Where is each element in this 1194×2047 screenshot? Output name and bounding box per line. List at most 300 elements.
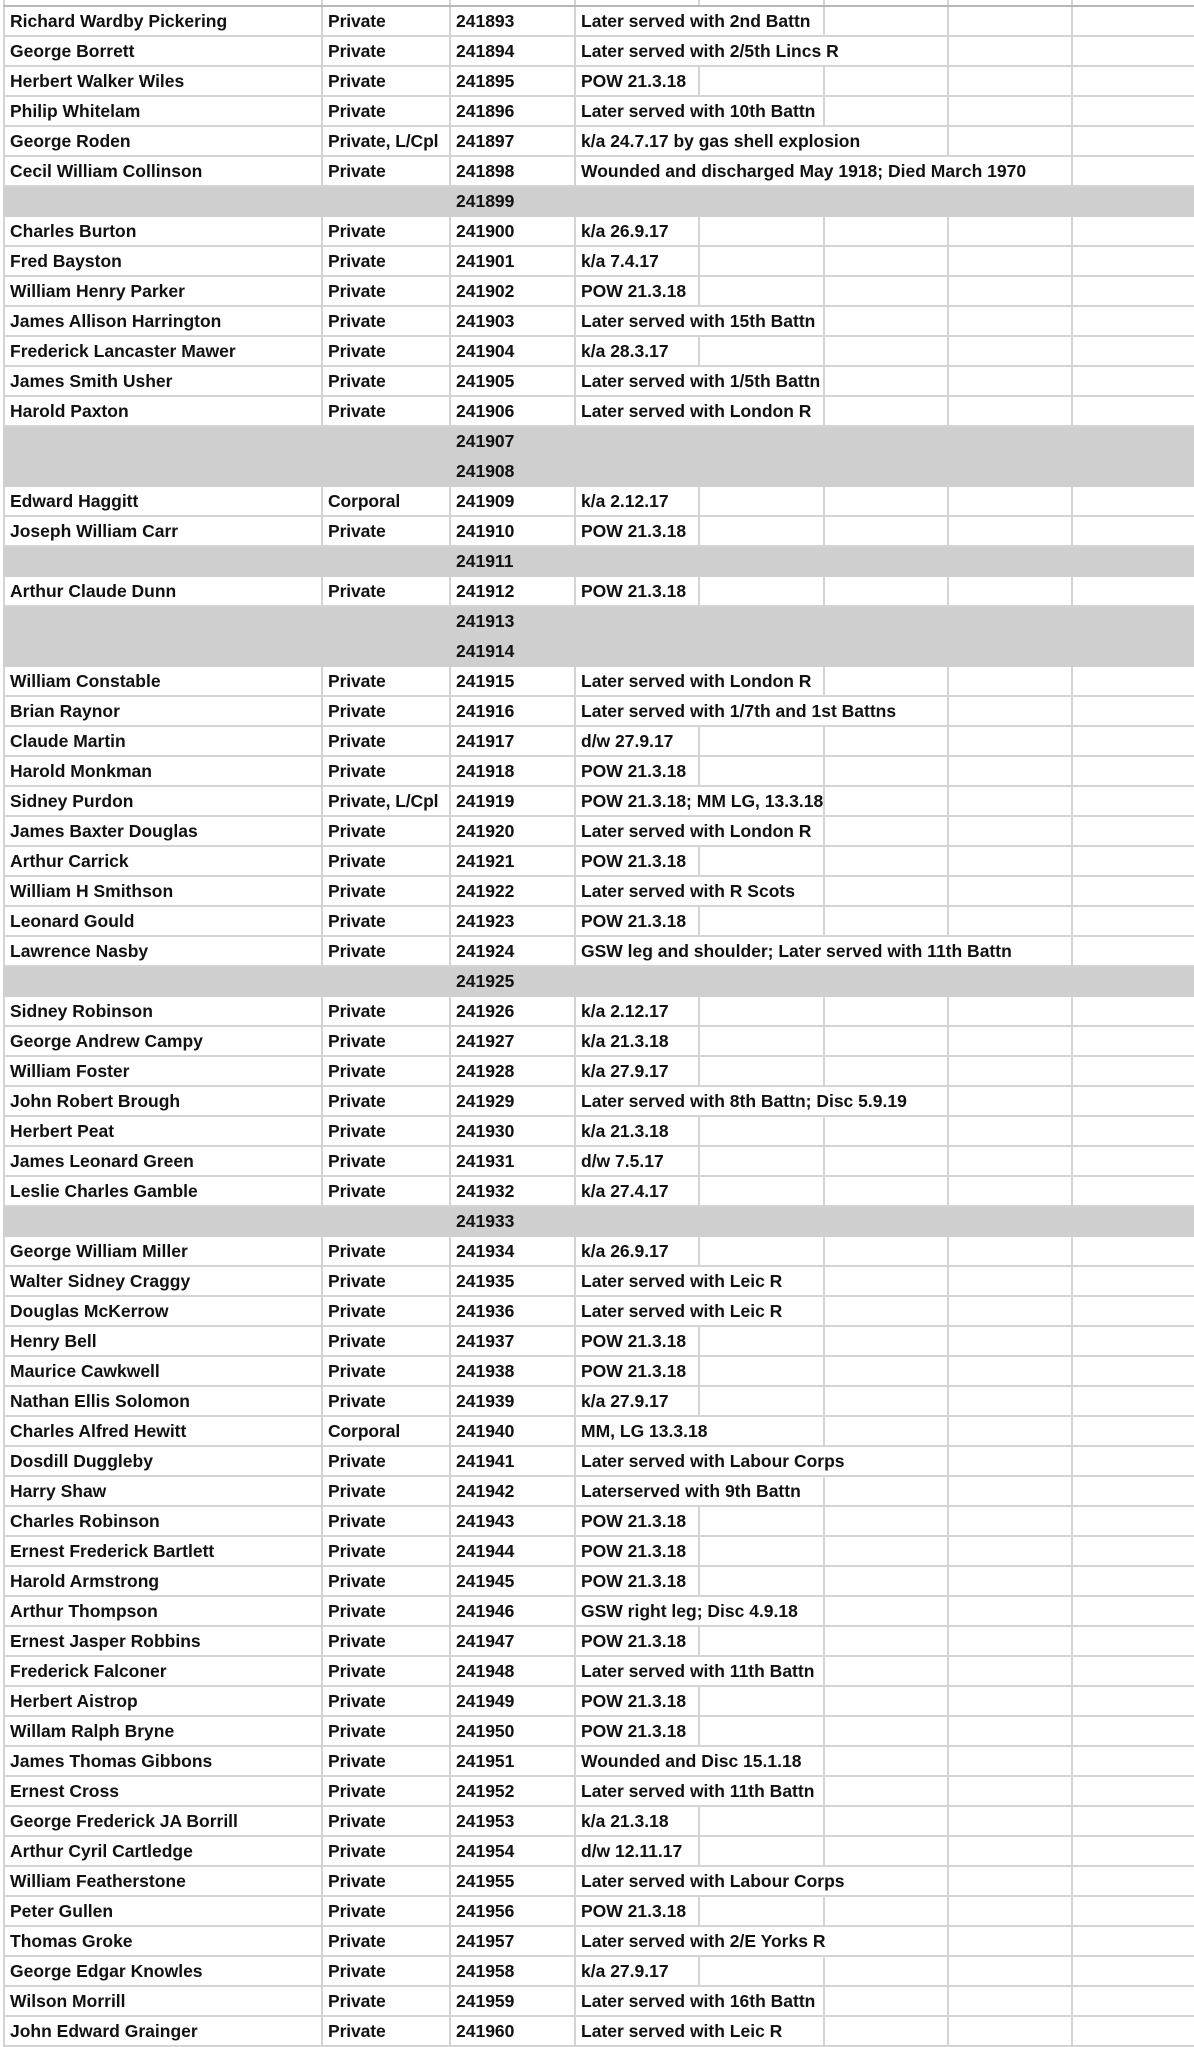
- rank-cell[interactable]: Corporal: [323, 487, 451, 515]
- empty-cell[interactable]: [949, 97, 1073, 125]
- empty-cell[interactable]: [1073, 1477, 1194, 1505]
- notes-cell[interactable]: [576, 937, 1012, 965]
- empty-cell[interactable]: [1073, 67, 1194, 95]
- service-number-cell[interactable]: 241907: [456, 431, 515, 451]
- rank-cell[interactable]: Private: [323, 1987, 451, 2015]
- empty-cell[interactable]: [825, 487, 949, 515]
- notes-cell[interactable]: [576, 1597, 798, 1625]
- empty-cell[interactable]: [949, 1957, 1073, 1985]
- notes-cell[interactable]: [576, 1687, 700, 1715]
- notes-cell[interactable]: [576, 1987, 816, 2015]
- service-number-cell[interactable]: 241912: [451, 577, 576, 605]
- empty-cell[interactable]: [825, 247, 949, 275]
- empty-cell[interactable]: [825, 1117, 949, 1145]
- name-cell[interactable]: Leonard Gould: [5, 907, 323, 935]
- empty-cell[interactable]: [825, 1987, 949, 2015]
- empty-cell[interactable]: [949, 307, 1073, 335]
- empty-cell[interactable]: [700, 1357, 825, 1385]
- name-cell[interactable]: Herbert Peat: [5, 1117, 323, 1145]
- empty-cell[interactable]: [1073, 277, 1194, 305]
- rank-cell[interactable]: Private: [323, 757, 451, 785]
- empty-cell[interactable]: [700, 217, 825, 245]
- empty-cell[interactable]: [1073, 1537, 1194, 1565]
- empty-cell[interactable]: [949, 1627, 1073, 1655]
- notes-cell[interactable]: [576, 997, 700, 1025]
- empty-cell[interactable]: [825, 1897, 949, 1925]
- empty-cell[interactable]: [949, 67, 1073, 95]
- empty-cell[interactable]: [1073, 1207, 1194, 1235]
- rank-cell[interactable]: Corporal: [323, 1417, 451, 1445]
- notes-cell[interactable]: [576, 577, 700, 605]
- empty-cell[interactable]: [949, 1747, 1073, 1775]
- empty-cell[interactable]: [700, 637, 825, 665]
- rank-cell[interactable]: Private: [323, 1387, 451, 1415]
- service-number-cell[interactable]: 241960: [451, 2017, 576, 2045]
- notes-cell[interactable]: [576, 1747, 802, 1775]
- empty-cell[interactable]: [825, 1777, 949, 1805]
- name-cell[interactable]: John Edward Grainger: [5, 2017, 323, 2045]
- name-cell[interactable]: Arthur Cyril Cartledge: [5, 1837, 323, 1865]
- rank-cell[interactable]: Private: [323, 277, 451, 305]
- empty-cell[interactable]: [949, 1597, 1073, 1625]
- empty-cell[interactable]: [700, 1027, 825, 1055]
- notes-cell[interactable]: [576, 1267, 783, 1295]
- notes-cell[interactable]: [576, 607, 700, 635]
- empty-cell[interactable]: [825, 1387, 949, 1415]
- name-cell[interactable]: George Edgar Knowles: [5, 1957, 323, 1985]
- empty-cell[interactable]: [1073, 1807, 1194, 1835]
- name-cell[interactable]: James Baxter Douglas: [5, 817, 323, 845]
- notes-cell[interactable]: [576, 1957, 700, 1985]
- notes-cell[interactable]: [576, 1447, 845, 1475]
- name-cell[interactable]: Walter Sidney Craggy: [5, 1267, 323, 1295]
- service-number-cell[interactable]: 241905: [451, 367, 576, 395]
- name-cell[interactable]: Sidney Robinson: [5, 997, 323, 1025]
- empty-cell[interactable]: [825, 1267, 949, 1295]
- name-cell[interactable]: William Henry Parker: [5, 277, 323, 305]
- name-cell[interactable]: Peter Gullen: [5, 1897, 323, 1925]
- empty-cell[interactable]: [1073, 97, 1194, 125]
- name-cell[interactable]: Henry Bell: [5, 1327, 323, 1355]
- empty-cell[interactable]: [700, 187, 825, 215]
- empty-cell[interactable]: [1073, 427, 1194, 455]
- empty-cell[interactable]: [825, 1717, 949, 1745]
- service-number-cell[interactable]: 241946: [451, 1597, 576, 1625]
- notes-cell[interactable]: [576, 7, 811, 35]
- service-number-cell[interactable]: 241948: [451, 1657, 576, 1685]
- rank-cell[interactable]: Private: [323, 67, 451, 95]
- empty-cell[interactable]: [700, 1957, 825, 1985]
- empty-cell[interactable]: [825, 1747, 949, 1775]
- service-number-cell[interactable]: 241958: [451, 1957, 576, 1985]
- empty-cell[interactable]: [949, 1567, 1073, 1595]
- rank-cell[interactable]: [323, 967, 451, 995]
- rank-cell[interactable]: [323, 547, 451, 575]
- empty-cell[interactable]: [949, 337, 1073, 365]
- service-number-cell[interactable]: 241933: [456, 1211, 515, 1231]
- service-number-cell[interactable]: 241916: [451, 697, 576, 725]
- empty-cell[interactable]: [949, 487, 1073, 515]
- empty-cell[interactable]: [700, 1417, 825, 1445]
- empty-cell[interactable]: [700, 577, 825, 605]
- empty-cell[interactable]: [700, 1387, 825, 1415]
- empty-cell[interactable]: [825, 97, 949, 125]
- notes-cell[interactable]: [576, 847, 700, 875]
- empty-cell[interactable]: [700, 1507, 825, 1535]
- empty-cell[interactable]: [949, 1357, 1073, 1385]
- notes-cell[interactable]: [576, 667, 812, 695]
- empty-cell[interactable]: [949, 517, 1073, 545]
- empty-cell[interactable]: [949, 1087, 1073, 1115]
- rank-cell[interactable]: Private: [323, 1507, 451, 1535]
- rank-cell[interactable]: Private: [323, 1837, 451, 1865]
- empty-cell[interactable]: [1073, 337, 1194, 365]
- notes-cell[interactable]: [576, 1027, 700, 1055]
- empty-cell[interactable]: [1073, 1687, 1194, 1715]
- empty-cell[interactable]: [1073, 1597, 1194, 1625]
- name-cell[interactable]: Harold Armstrong: [5, 1567, 323, 1595]
- empty-cell[interactable]: [1073, 1117, 1194, 1145]
- service-number-cell[interactable]: 241935: [451, 1267, 576, 1295]
- name-cell[interactable]: George Andrew Campy: [5, 1027, 323, 1055]
- empty-cell[interactable]: [700, 607, 825, 635]
- empty-cell[interactable]: [1073, 757, 1194, 785]
- service-number-cell[interactable]: 241903: [451, 307, 576, 335]
- rank-cell[interactable]: Private: [323, 667, 451, 695]
- empty-cell[interactable]: [700, 727, 825, 755]
- empty-cell[interactable]: [1073, 967, 1194, 995]
- rank-cell[interactable]: Private: [323, 2017, 451, 2045]
- empty-cell[interactable]: [700, 1117, 825, 1145]
- rank-cell[interactable]: Private: [323, 1597, 451, 1625]
- rank-cell[interactable]: Private: [323, 7, 451, 35]
- name-cell[interactable]: Willam Ralph Bryne: [5, 1717, 323, 1745]
- empty-cell[interactable]: [825, 1057, 949, 1085]
- rank-cell[interactable]: Private: [323, 307, 451, 335]
- name-cell[interactable]: Brian Raynor: [5, 697, 323, 725]
- service-number-cell[interactable]: 241915: [451, 667, 576, 695]
- notes-cell[interactable]: [576, 1897, 700, 1925]
- service-number-cell[interactable]: 241918: [451, 757, 576, 785]
- service-number-cell[interactable]: 241895: [451, 67, 576, 95]
- empty-cell[interactable]: [825, 1477, 949, 1505]
- name-cell[interactable]: Ernest Cross: [5, 1777, 323, 1805]
- rank-cell[interactable]: Private: [323, 517, 451, 545]
- name-cell[interactable]: Douglas McKerrow: [5, 1297, 323, 1325]
- notes-cell[interactable]: [576, 1627, 700, 1655]
- name-cell[interactable]: William Foster: [5, 1057, 323, 1085]
- service-number-cell[interactable]: 241919: [451, 787, 576, 815]
- empty-cell[interactable]: [825, 1027, 949, 1055]
- notes-cell[interactable]: [576, 1867, 845, 1895]
- notes-cell[interactable]: [576, 427, 700, 455]
- notes-cell[interactable]: [576, 1057, 700, 1085]
- empty-cell[interactable]: [949, 697, 1073, 725]
- rank-cell[interactable]: Private: [323, 1807, 451, 1835]
- empty-cell[interactable]: [700, 757, 825, 785]
- rank-cell[interactable]: Private: [323, 1297, 451, 1325]
- name-cell[interactable]: Ernest Frederick Bartlett: [5, 1537, 323, 1565]
- empty-cell[interactable]: [825, 457, 949, 485]
- empty-cell[interactable]: [1073, 1297, 1194, 1325]
- rank-cell[interactable]: Private, L/Cpl: [323, 127, 451, 155]
- empty-cell[interactable]: [1073, 367, 1194, 395]
- name-cell[interactable]: [5, 547, 323, 575]
- rank-cell[interactable]: Private: [323, 1267, 451, 1295]
- name-cell[interactable]: Edward Haggitt: [5, 487, 323, 515]
- notes-cell[interactable]: [576, 787, 824, 815]
- empty-cell[interactable]: [1073, 937, 1194, 965]
- empty-cell[interactable]: [700, 427, 825, 455]
- empty-cell[interactable]: [825, 307, 949, 335]
- empty-cell[interactable]: [1073, 1957, 1194, 1985]
- name-cell[interactable]: [5, 967, 323, 995]
- empty-cell[interactable]: [949, 577, 1073, 605]
- service-number-cell[interactable]: 241951: [451, 1747, 576, 1775]
- empty-cell[interactable]: [1073, 1417, 1194, 1445]
- service-number-cell[interactable]: 241932: [451, 1177, 576, 1205]
- empty-cell[interactable]: [949, 1687, 1073, 1715]
- empty-cell[interactable]: [825, 1297, 949, 1325]
- service-number-cell[interactable]: 241922: [451, 877, 576, 905]
- rank-cell[interactable]: Private: [323, 1777, 451, 1805]
- empty-cell[interactable]: [949, 547, 1073, 575]
- empty-cell[interactable]: [949, 877, 1073, 905]
- name-cell[interactable]: Arthur Claude Dunn: [5, 577, 323, 605]
- empty-cell[interactable]: [700, 1057, 825, 1085]
- empty-cell[interactable]: [700, 487, 825, 515]
- service-number-cell[interactable]: 241931: [451, 1147, 576, 1175]
- name-cell[interactable]: Harold Monkman: [5, 757, 323, 785]
- empty-cell[interactable]: [1073, 877, 1194, 905]
- notes-cell[interactable]: [576, 697, 897, 725]
- empty-cell[interactable]: [700, 967, 825, 995]
- empty-cell[interactable]: [949, 967, 1073, 995]
- service-number-cell[interactable]: 241937: [451, 1327, 576, 1355]
- empty-cell[interactable]: [949, 1837, 1073, 1865]
- empty-cell[interactable]: [825, 7, 949, 35]
- rank-cell[interactable]: Private: [323, 1957, 451, 1985]
- empty-cell[interactable]: [1073, 1987, 1194, 2015]
- empty-cell[interactable]: [949, 1777, 1073, 1805]
- notes-cell[interactable]: [576, 1807, 700, 1835]
- empty-cell[interactable]: [825, 757, 949, 785]
- empty-cell[interactable]: [700, 67, 825, 95]
- empty-cell[interactable]: [1073, 457, 1194, 485]
- service-number-cell[interactable]: 241920: [451, 817, 576, 845]
- empty-cell[interactable]: [700, 1207, 825, 1235]
- empty-cell[interactable]: [825, 367, 949, 395]
- name-cell[interactable]: Frederick Falconer: [5, 1657, 323, 1685]
- service-number-cell[interactable]: 241909: [451, 487, 576, 515]
- name-cell[interactable]: Cecil William Collinson: [5, 157, 323, 185]
- empty-cell[interactable]: [949, 1237, 1073, 1265]
- name-cell[interactable]: James Smith Usher: [5, 367, 323, 395]
- name-cell[interactable]: Claude Martin: [5, 727, 323, 755]
- empty-cell[interactable]: [1073, 1897, 1194, 1925]
- empty-cell[interactable]: [825, 1837, 949, 1865]
- empty-cell[interactable]: [825, 1537, 949, 1565]
- notes-cell[interactable]: [576, 907, 700, 935]
- name-cell[interactable]: Richard Wardby Pickering: [5, 7, 323, 35]
- name-cell[interactable]: Charles Robinson: [5, 1507, 323, 1535]
- name-cell[interactable]: Maurice Cawkwell: [5, 1357, 323, 1385]
- empty-cell[interactable]: [825, 547, 949, 575]
- empty-cell[interactable]: [1073, 787, 1194, 815]
- empty-cell[interactable]: [949, 1327, 1073, 1355]
- empty-cell[interactable]: [825, 637, 949, 665]
- empty-cell[interactable]: [1073, 1627, 1194, 1655]
- service-number-cell[interactable]: 241901: [451, 247, 576, 275]
- empty-cell[interactable]: [700, 1627, 825, 1655]
- empty-cell[interactable]: [700, 1717, 825, 1745]
- service-number-cell[interactable]: 241924: [451, 937, 576, 965]
- service-number-cell[interactable]: 241898: [451, 157, 576, 185]
- empty-cell[interactable]: [825, 1207, 949, 1235]
- empty-cell[interactable]: [1073, 1777, 1194, 1805]
- empty-cell[interactable]: [825, 1597, 949, 1625]
- empty-cell[interactable]: [825, 517, 949, 545]
- name-cell[interactable]: Philip Whitelam: [5, 97, 323, 125]
- empty-cell[interactable]: [1073, 1237, 1194, 1265]
- rank-cell[interactable]: Private: [323, 247, 451, 275]
- service-number-cell[interactable]: 241957: [451, 1927, 576, 1955]
- empty-cell[interactable]: [1073, 907, 1194, 935]
- service-number-cell[interactable]: 241945: [451, 1567, 576, 1595]
- service-number-cell[interactable]: 241941: [451, 1447, 576, 1475]
- empty-cell[interactable]: [949, 367, 1073, 395]
- service-number-cell[interactable]: 241902: [451, 277, 576, 305]
- notes-cell[interactable]: [576, 817, 812, 845]
- empty-cell[interactable]: [825, 577, 949, 605]
- rank-cell[interactable]: Private: [323, 1357, 451, 1385]
- empty-cell[interactable]: [949, 2017, 1073, 2045]
- rank-cell[interactable]: Private: [323, 1747, 451, 1775]
- empty-cell[interactable]: [1073, 487, 1194, 515]
- notes-cell[interactable]: [576, 2017, 783, 2045]
- empty-cell[interactable]: [949, 1807, 1073, 1835]
- empty-cell[interactable]: [825, 1957, 949, 1985]
- service-number-cell[interactable]: 241906: [451, 397, 576, 425]
- rank-cell[interactable]: Private: [323, 1657, 451, 1685]
- rank-cell[interactable]: Private: [323, 697, 451, 725]
- empty-cell[interactable]: [1073, 37, 1194, 65]
- empty-cell[interactable]: [700, 457, 825, 485]
- rank-cell[interactable]: [323, 187, 451, 215]
- empty-cell[interactable]: [949, 427, 1073, 455]
- empty-cell[interactable]: [1073, 157, 1194, 185]
- empty-cell[interactable]: [949, 787, 1073, 815]
- empty-cell[interactable]: [825, 1237, 949, 1265]
- rank-cell[interactable]: Private: [323, 1477, 451, 1505]
- service-number-cell[interactable]: 241897: [451, 127, 576, 155]
- service-number-cell[interactable]: 241921: [451, 847, 576, 875]
- empty-cell[interactable]: [825, 1657, 949, 1685]
- empty-cell[interactable]: [1073, 607, 1194, 635]
- notes-cell[interactable]: [576, 397, 812, 425]
- rank-cell[interactable]: Private: [323, 397, 451, 425]
- service-number-cell[interactable]: 241936: [451, 1297, 576, 1325]
- empty-cell[interactable]: [1073, 1657, 1194, 1685]
- empty-cell[interactable]: [1073, 997, 1194, 1025]
- notes-cell[interactable]: [576, 727, 700, 755]
- service-number-cell[interactable]: 241923: [451, 907, 576, 935]
- empty-cell[interactable]: [825, 1567, 949, 1595]
- notes-cell[interactable]: [576, 1567, 700, 1595]
- rank-cell[interactable]: Private: [323, 367, 451, 395]
- name-cell[interactable]: Joseph William Carr: [5, 517, 323, 545]
- empty-cell[interactable]: [825, 847, 949, 875]
- empty-cell[interactable]: [1073, 1267, 1194, 1295]
- empty-cell[interactable]: [825, 1147, 949, 1175]
- empty-cell[interactable]: [825, 397, 949, 425]
- name-cell[interactable]: William Featherstone: [5, 1867, 323, 1895]
- empty-cell[interactable]: [1073, 307, 1194, 335]
- empty-cell[interactable]: [1073, 577, 1194, 605]
- service-number-cell[interactable]: 241908: [456, 461, 515, 481]
- empty-cell[interactable]: [949, 667, 1073, 695]
- empty-cell[interactable]: [825, 337, 949, 365]
- name-cell[interactable]: George William Miller: [5, 1237, 323, 1265]
- service-number-cell[interactable]: 241925: [456, 971, 515, 991]
- empty-cell[interactable]: [949, 457, 1073, 485]
- name-cell[interactable]: Sidney Purdon: [5, 787, 323, 815]
- name-cell[interactable]: Charles Burton: [5, 217, 323, 245]
- empty-cell[interactable]: [949, 1447, 1073, 1475]
- notes-cell[interactable]: [576, 97, 816, 125]
- rank-cell[interactable]: Private: [323, 1567, 451, 1595]
- service-number-cell[interactable]: 241899: [456, 191, 515, 211]
- empty-cell[interactable]: [700, 1837, 825, 1865]
- notes-cell[interactable]: [576, 517, 700, 545]
- empty-cell[interactable]: [949, 1027, 1073, 1055]
- name-cell[interactable]: Herbert Walker Wiles: [5, 67, 323, 95]
- notes-cell[interactable]: [576, 1207, 700, 1235]
- empty-cell[interactable]: [825, 997, 949, 1025]
- empty-cell[interactable]: [1073, 1327, 1194, 1355]
- name-cell[interactable]: Charles Alfred Hewitt: [5, 1417, 323, 1445]
- service-number-cell[interactable]: 241940: [451, 1417, 576, 1445]
- notes-cell[interactable]: [576, 967, 700, 995]
- rank-cell[interactable]: Private: [323, 1027, 451, 1055]
- empty-cell[interactable]: [949, 907, 1073, 935]
- service-number-cell[interactable]: 241900: [451, 217, 576, 245]
- rank-cell[interactable]: [323, 637, 451, 665]
- name-cell[interactable]: Fred Bayston: [5, 247, 323, 275]
- empty-cell[interactable]: [700, 547, 825, 575]
- empty-cell[interactable]: [949, 247, 1073, 275]
- name-cell[interactable]: James Allison Harrington: [5, 307, 323, 335]
- name-cell[interactable]: James Leonard Green: [5, 1147, 323, 1175]
- empty-cell[interactable]: [1073, 127, 1194, 155]
- service-number-cell[interactable]: 241943: [451, 1507, 576, 1535]
- empty-cell[interactable]: [949, 1207, 1073, 1235]
- rank-cell[interactable]: Private: [323, 1897, 451, 1925]
- name-cell[interactable]: Ernest Jasper Robbins: [5, 1627, 323, 1655]
- empty-cell[interactable]: [1073, 1507, 1194, 1535]
- name-cell[interactable]: William H Smithson: [5, 877, 323, 905]
- empty-cell[interactable]: [1073, 1717, 1194, 1745]
- name-cell[interactable]: [5, 1207, 323, 1235]
- service-number-cell[interactable]: 241911: [456, 551, 514, 571]
- rank-cell[interactable]: Private: [323, 97, 451, 125]
- empty-cell[interactable]: [825, 1927, 949, 1955]
- service-number-cell[interactable]: 241938: [451, 1357, 576, 1385]
- empty-cell[interactable]: [949, 727, 1073, 755]
- rank-cell[interactable]: Private: [323, 1717, 451, 1745]
- notes-cell[interactable]: [576, 367, 821, 395]
- empty-cell[interactable]: [949, 1417, 1073, 1445]
